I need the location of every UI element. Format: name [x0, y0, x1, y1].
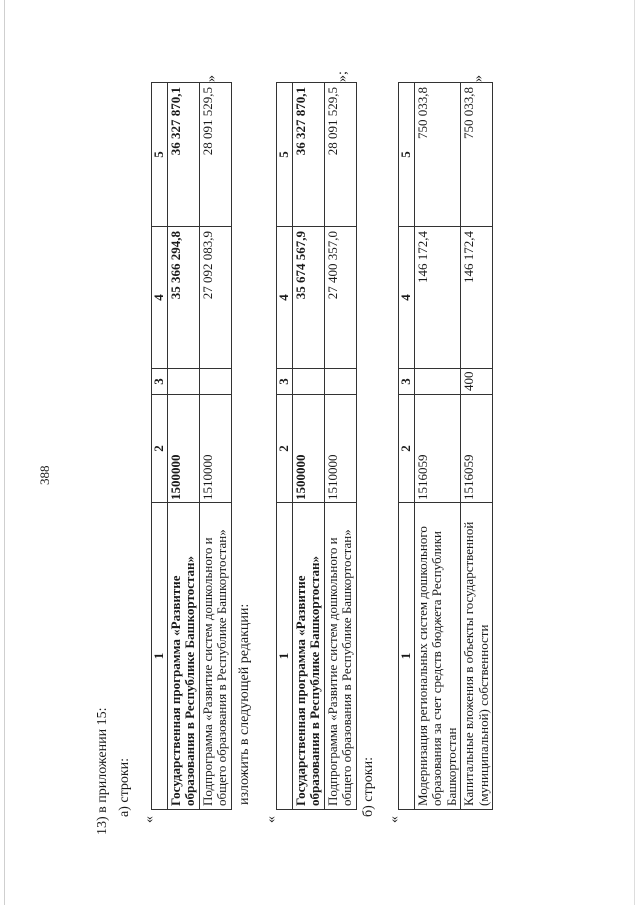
- opening-quote-b: «: [387, 816, 402, 823]
- row-name: Капитальные вложения в объекты государственной (муниципальной) собственности: [461, 503, 493, 810]
- row-value-5: 36 327 870,1: [292, 83, 324, 227]
- subsection-a-label: а) строки:: [117, 757, 132, 817]
- col-number-1: 1: [277, 503, 293, 810]
- table-row: [199, 83, 231, 810]
- row-type: [414, 369, 461, 395]
- table-row: [461, 83, 493, 810]
- row-value-5: 28 091 529,5: [199, 83, 231, 227]
- col-number-3: 3: [152, 369, 168, 395]
- subsection-b-label: б) строки:: [361, 757, 376, 817]
- row-type: [292, 369, 324, 395]
- item-intro: 13) в приложении 15:: [95, 707, 110, 835]
- table-row: [324, 83, 356, 810]
- closing-quote-semicolon: »;: [335, 71, 350, 82]
- table-a-new: [276, 82, 357, 810]
- row-value-5: 36 327 870,1: [167, 83, 199, 227]
- col-number-3: 3: [277, 369, 293, 395]
- col-number-1: 1: [399, 503, 415, 810]
- row-name: Подпрограмма «Развитие систем дошкольного и общего образования в Республике Башкортостан»: [324, 503, 356, 810]
- col-number-4: 4: [277, 227, 293, 369]
- opening-quote-a-new: «: [264, 816, 279, 823]
- row-value-4: 35 366 294,8: [167, 227, 199, 369]
- row-code: 1500000: [292, 395, 324, 503]
- row-value-4: 27 092 083,9: [199, 227, 231, 369]
- row-value-5: 28 091 529,5: [324, 83, 356, 227]
- row-value-4: 146 172,4: [461, 227, 493, 369]
- row-code: 1516059: [461, 395, 493, 503]
- opening-quote-a: «: [142, 816, 157, 823]
- table-a: [151, 82, 232, 810]
- row-type: 400: [461, 369, 493, 395]
- row-value-5: 750 033,8: [461, 83, 493, 227]
- table-a-new-column-numbers: [277, 83, 293, 810]
- row-value-4: 146 172,4: [414, 227, 461, 369]
- col-number-2: 2: [152, 395, 168, 503]
- row-code: 1500000: [167, 395, 199, 503]
- table-a-column-numbers: [152, 83, 168, 810]
- row-code: 1510000: [324, 395, 356, 503]
- col-number-5: 5: [152, 83, 168, 227]
- row-value-5: 750 033,8: [414, 83, 461, 227]
- row-name: Модернизация региональных систем дошкольного образования за счет средств бюджета Республики Башкортостан: [414, 503, 461, 810]
- col-number-3: 3: [399, 369, 415, 395]
- closing-quote-b: »: [471, 75, 486, 82]
- col-number-2: 2: [399, 395, 415, 503]
- col-number-4: 4: [399, 227, 415, 369]
- row-code: 1516059: [414, 395, 461, 503]
- col-number-2: 2: [277, 395, 293, 503]
- closing-quote-a: »: [204, 75, 219, 82]
- col-number-5: 5: [277, 83, 293, 227]
- table-row: [292, 83, 324, 810]
- col-number-5: 5: [399, 83, 415, 227]
- row-type: [324, 369, 356, 395]
- page-number: 388: [37, 465, 52, 485]
- table-b-column-numbers: [399, 83, 415, 810]
- col-number-1: 1: [152, 503, 168, 810]
- row-type: [199, 369, 231, 395]
- table-b: [398, 82, 493, 810]
- row-type: [167, 369, 199, 395]
- table-row: [167, 83, 199, 810]
- col-number-4: 4: [152, 227, 168, 369]
- table-row: [414, 83, 461, 810]
- row-code: 1510000: [199, 395, 231, 503]
- row-value-4: 35 674 567,9: [292, 227, 324, 369]
- row-value-4: 27 400 357,0: [324, 227, 356, 369]
- row-name: Государственная программа «Развитие образования в Республике Башкортостан»: [292, 503, 324, 810]
- edit-instruction: изложить в следующей редакции:: [237, 603, 252, 805]
- row-name: Государственная программа «Развитие образования в Республике Башкортостан»: [167, 503, 199, 810]
- row-name: Подпрограмма «Развитие систем дошкольного и общего образования в Республике Башкортостан»: [199, 503, 231, 810]
